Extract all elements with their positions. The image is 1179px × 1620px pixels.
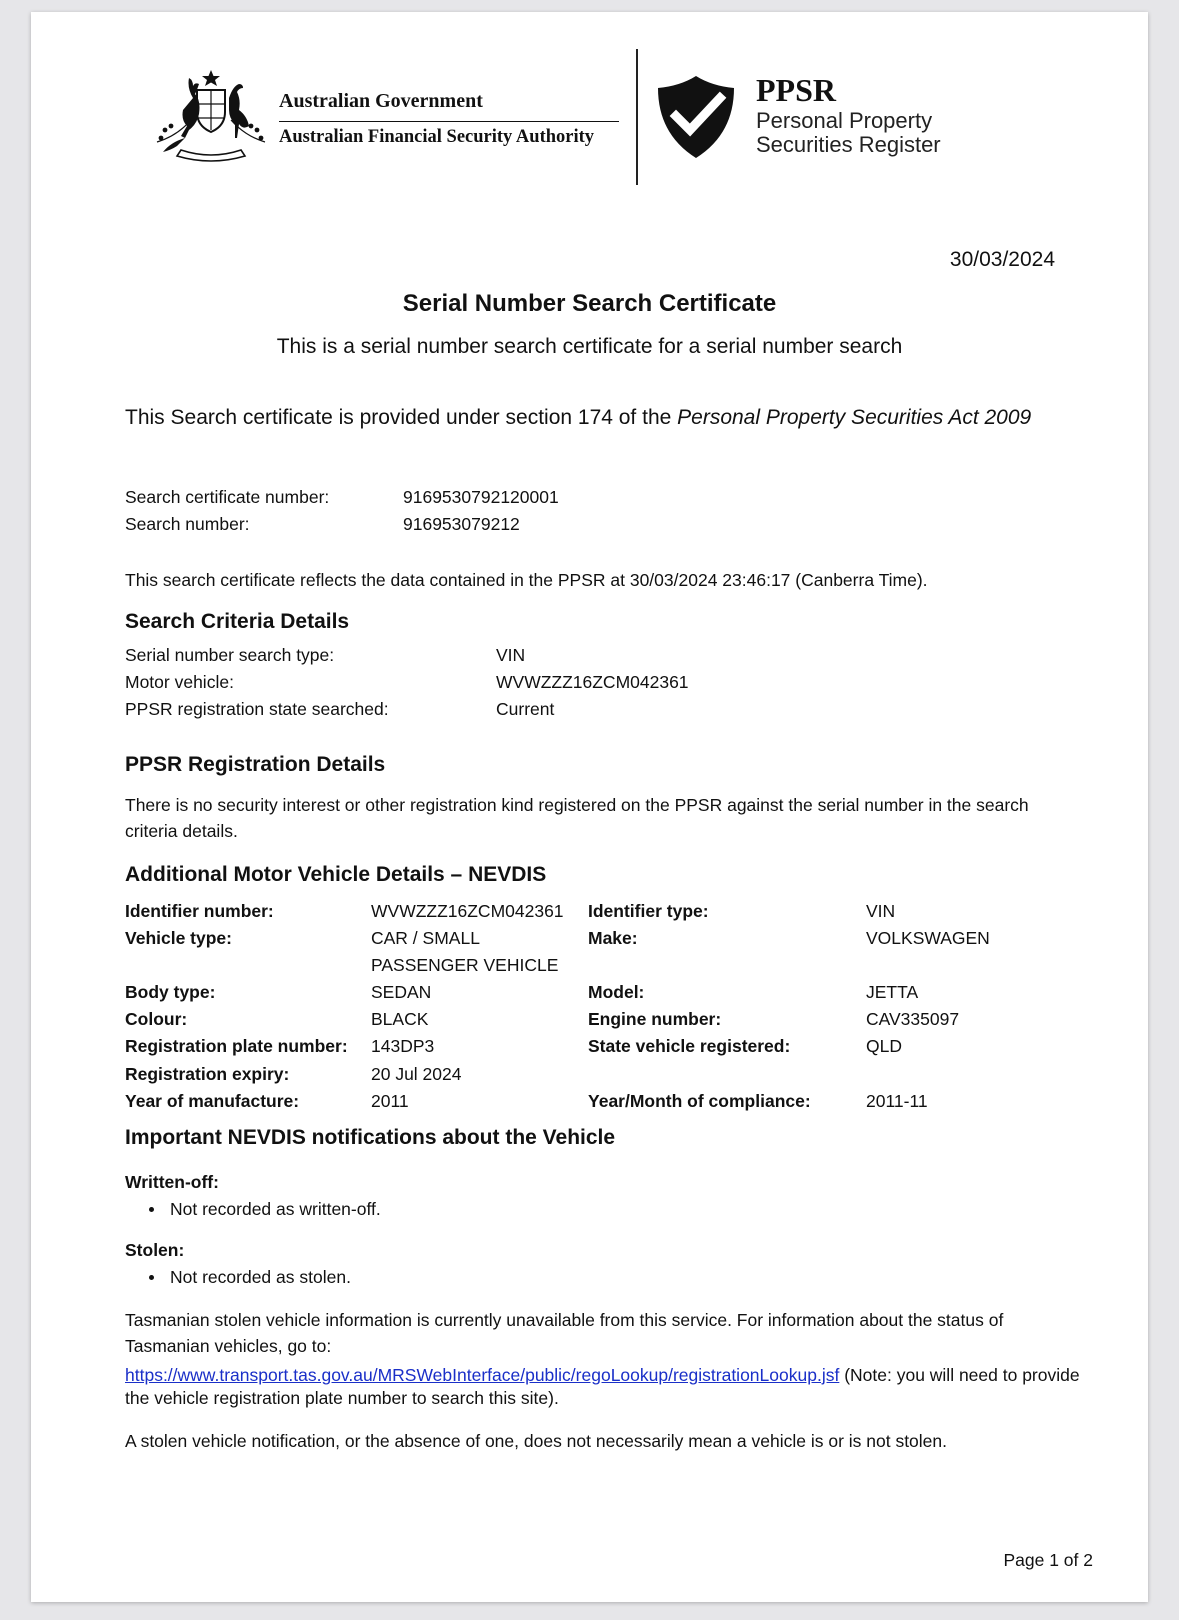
engine-number-value: CAV335097 [866, 1009, 960, 1029]
year-label: Year of manufacture: [125, 1091, 300, 1111]
identifier-type-value: VIN [866, 901, 896, 921]
tasmanian-note: (Note: you will need to provide the vehicle registration plate number to search this site). [125, 1365, 1080, 1408]
government-name: Australian Government [279, 90, 483, 112]
state-label: State vehicle registered: [588, 1036, 791, 1056]
body-type-value: SEDAN [371, 982, 432, 1002]
written-off-value: Not recorded as written-off. [170, 1199, 381, 1219]
tasmanian-lookup-link[interactable]: https://www.transport.tas.gov.au/MRSWebInterface/public/regoLookup/registrationLookup.jsf [125, 1365, 840, 1385]
identifier-type-label: Identifier type: [588, 901, 709, 921]
act-name: Personal Property Securities Act 2009 [677, 406, 1032, 429]
tasmanian-info: Tasmanian stolen vehicle information is currently unavailable from this service. For information about the status of Tasmanian vehicles, go to: [125, 1310, 1004, 1356]
body-type-label: Body type: [125, 982, 216, 1002]
bullet [149, 1275, 154, 1280]
make-label: Make: [588, 928, 638, 948]
stolen-label: Stolen: [125, 1240, 185, 1260]
certificate-date: 30/03/2024 [949, 248, 1055, 271]
page-title: Serial Number Search Certificate [402, 290, 777, 317]
ppsr-subtitle-line-2: Securities Register [756, 132, 941, 157]
registration-text: There is no security interest or other registration kind registered on the PPSR against the serial number in the search criteria details. [125, 795, 1029, 841]
model-value: JETTA [866, 982, 919, 1002]
plate-value: 143DP3 [371, 1036, 435, 1056]
identifier-number-label: Identifier number: [125, 901, 274, 921]
search-number-value: 916953079212 [403, 514, 520, 534]
criteria-value: WVWZZZ16ZCM042361 [496, 672, 689, 692]
nevdis-heading: Additional Motor Vehicle Details – NEVDIS [125, 863, 547, 886]
cert-number-value: 9169530792120001 [403, 487, 559, 507]
colour-value: BLACK [371, 1009, 429, 1029]
criteria-label: Motor vehicle: [125, 672, 234, 692]
coat-of-arms-icon [153, 68, 269, 164]
expiry-value: 20 Jul 2024 [371, 1064, 462, 1084]
colour-label: Colour: [125, 1009, 188, 1029]
registration-heading: PPSR Registration Details [125, 753, 386, 776]
authority-name: Australian Financial Security Authority [279, 127, 595, 147]
criteria-value: Current [496, 699, 555, 719]
model-label: Model: [588, 982, 645, 1002]
vehicle-type-value-line-1: CAR / SMALL [371, 928, 480, 948]
ppsr-title: PPSR [756, 72, 836, 108]
criteria-value: VIN [496, 645, 526, 665]
plate-label: Registration plate number: [125, 1036, 348, 1056]
shield-check-icon [656, 74, 736, 160]
header-divider [636, 49, 638, 185]
vehicle-type-label: Vehicle type: [125, 928, 232, 948]
search-number-label: Search number: [125, 514, 250, 534]
state-value: QLD [866, 1036, 902, 1056]
notifications-heading: Important NEVDIS notifications about the Vehicle [125, 1126, 616, 1149]
criteria-label: Serial number search type: [125, 645, 335, 665]
expiry-label: Registration expiry: [125, 1064, 290, 1084]
make-value: VOLKSWAGEN [866, 928, 990, 948]
vehicle-type-value-line-2: PASSENGER VEHICLE [371, 955, 559, 975]
ppsr-subtitle-line-1: Personal Property [756, 108, 933, 133]
compliance-label: Year/Month of compliance: [588, 1091, 811, 1111]
criteria-heading: Search Criteria Details [125, 610, 350, 633]
stolen-disclaimer: A stolen vehicle notification, or the absence of one, does not necessarily mean a vehicle is or is not stolen. [125, 1431, 948, 1451]
cert-number-label: Search certificate number: [125, 487, 330, 507]
criteria-label: PPSR registration state searched: [125, 699, 389, 719]
page-number: Page 1 of 2 [1003, 1550, 1093, 1570]
engine-number-label: Engine number: [588, 1009, 722, 1029]
written-off-label: Written-off: [125, 1172, 219, 1192]
page-subtitle: This is a serial number search certificate for a serial number search [276, 335, 903, 358]
data-timestamp-statement: This search certificate reflects the data contained in the PPSR at 30/03/2024 23:46:17 (Canberra Time). [125, 570, 928, 590]
stolen-value: Not recorded as stolen. [170, 1267, 351, 1287]
header-rule [279, 121, 619, 122]
year-value: 2011 [371, 1091, 409, 1111]
compliance-value: 2011-11 [866, 1091, 928, 1111]
provided-statement: This Search certificate is provided under section 174 of the Personal Property Securities Act 2009 [125, 406, 1032, 429]
tasmanian-link-paragraph [125, 1364, 1085, 1410]
certificate-page [31, 12, 1148, 1602]
bullet [149, 1207, 154, 1212]
identifier-number-value: WVWZZZ16ZCM042361 [371, 901, 564, 921]
